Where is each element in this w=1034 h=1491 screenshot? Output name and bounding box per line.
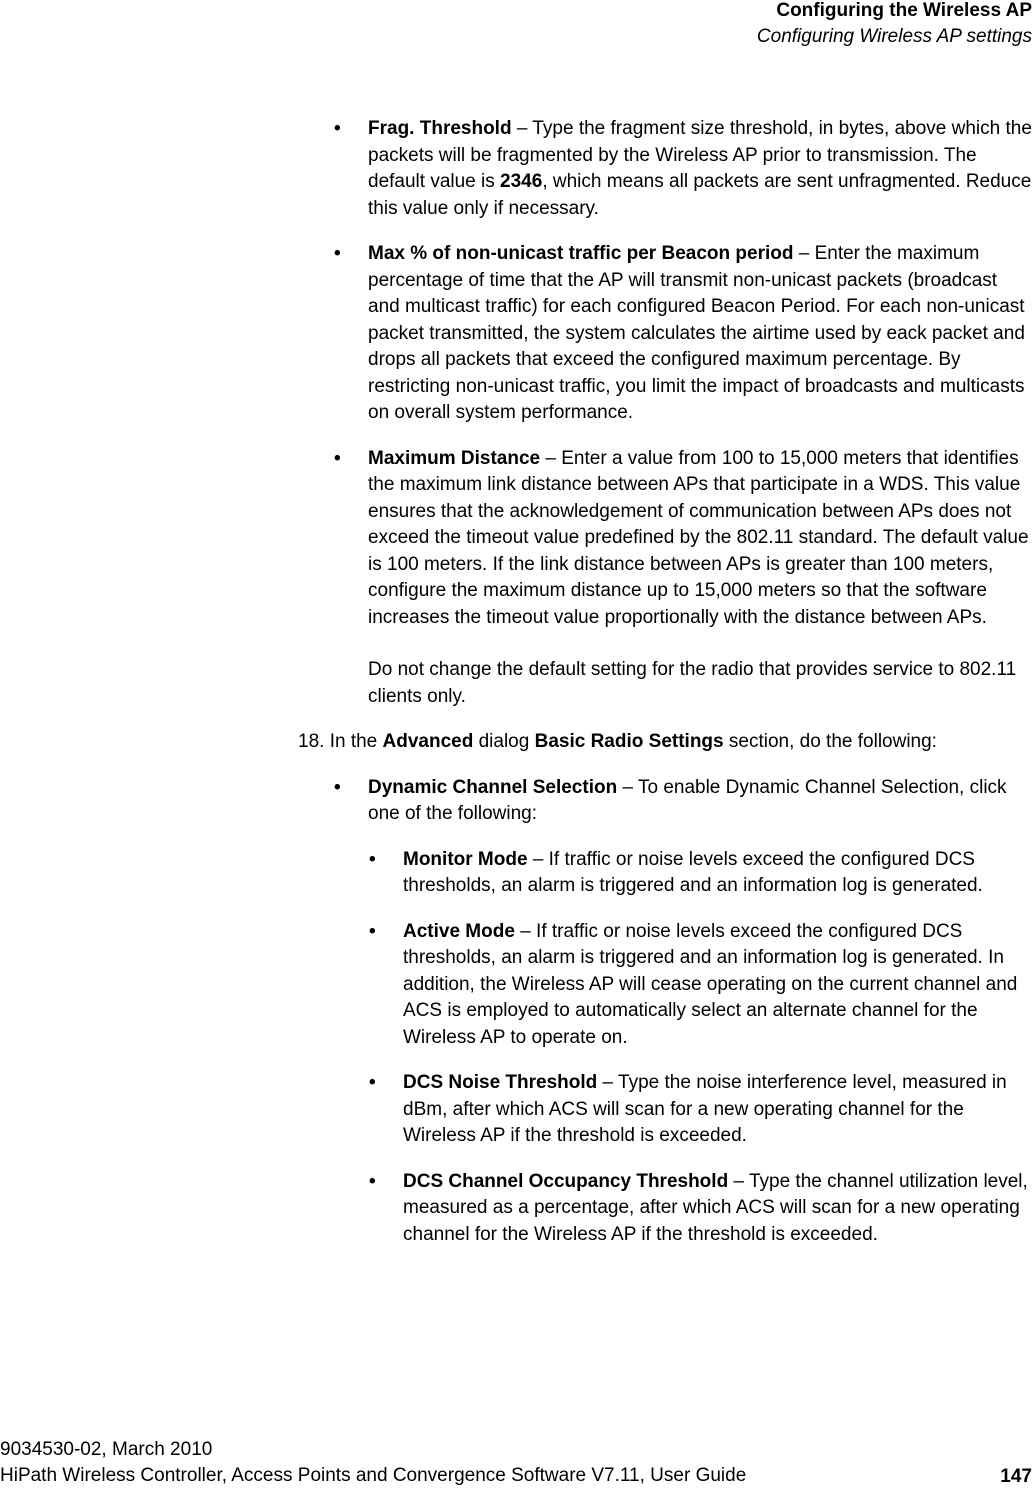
term-dcs-noise-threshold: DCS Noise Threshold [403, 1072, 598, 1093]
bullet-mark: • [369, 848, 376, 870]
bullet-text: Frag. Threshold – Type the fragment size threshold, in bytes, above which the packets will be fragmented by the Wireless AP prior to transmission. The default value is 2346, which means all packets are sent unfragmented. Reduce this value only if necessary. [368, 118, 1032, 219]
bullet-text: Dynamic Channel Selection – To enable Dynamic Channel Selection, click one of the following: [368, 776, 1007, 824]
body-content [298, 116, 1034, 1267]
bullet-max-non-unicast [298, 241, 1034, 427]
term-frag-threshold: Frag. Threshold [368, 118, 512, 139]
guide-title: HiPath Wireless Controller, Access Points and Convergence Software V7.11, User Guide [0, 1465, 747, 1486]
bullet-text: DCS Noise Threshold – Type the noise interference level, measured in dBm, after which ACS will scan for a new operating channel for the Wireless AP if the threshold is exceeded. [403, 1072, 1007, 1146]
bullet-text: Monitor Mode – If traffic or noise levels exceed the configured DCS thresholds, an alarm is triggered and an information log is generated. [403, 848, 983, 896]
bullet-monitor-mode [298, 847, 1034, 900]
bullet-text: Maximum Distance – Enter a value from 100 to 15,000 meters that identifies the maximum link distance between APs that participate in a WDS. This value ensures that the acknowledgement of communication between APs does not exceed the timeout value predefined by the 802.11 standard. The default value is 100 meters. If the link distance between APs is greater than 100 meters, configure the maximum distance up to 15,000 meters so that the software increases the timeout value proportionally with the distance between APs. [368, 447, 1029, 628]
bullet-mark: • [369, 1170, 376, 1192]
bullet-mark: • [334, 776, 341, 798]
bullet-dynamic-channel-selection [298, 775, 1034, 828]
bullet-active-mode [298, 919, 1034, 1052]
bullet-frag-threshold [298, 116, 1034, 222]
chapter-title: Configuring the Wireless AP [776, 0, 1032, 21]
term-dcs: Dynamic Channel Selection [368, 776, 618, 798]
bullet-dcs-noise-threshold [298, 1070, 1034, 1150]
bullet-mark: • [334, 447, 341, 469]
bullet-text: DCS Channel Occupancy Threshold – Type the channel utilization level, measured as a percentage, after which ACS will scan for a new operating channel for the Wireless AP if the threshold is exceeded. [403, 1170, 1028, 1245]
bullet-dcs-channel-occupancy [298, 1169, 1034, 1249]
page-number: 147 [1000, 1466, 1032, 1487]
bullet-text: Max % of non-unicast traffic per Beacon period – Enter the maximum percentage of time that the AP will transmit non-unicast packets (broadcast and multicast traffic) for each configured Beacon Period. For each non-unicast packet transmitted, the system calculates the airtime used by eack packet and drops all packets that exceed the configured maximum percentage. By restricting non-unicast traffic, you limit the impact of broadcasts and multicasts on overall system performance. [368, 243, 1025, 423]
distance-note: Do not change the default setting for the radio that provides service to 802.11 clients only. [368, 659, 1017, 707]
default-value: 2346 [500, 171, 543, 192]
term-monitor-mode: Monitor Mode [403, 848, 528, 870]
page-footer [0, 1437, 1034, 1489]
section-title: Configuring Wireless AP settings [756, 26, 1032, 47]
bullet-mark: • [334, 118, 341, 139]
document-id: 9034530-02, March 2010 [0, 1439, 213, 1460]
step-18: 18. In the Advanced dialog Basic Radio Settings section, do the following: [298, 731, 937, 752]
term-dcs-channel-occupancy: DCS Channel Occupancy Threshold [403, 1170, 729, 1192]
term-max-non-unicast: Max % of non-unicast traffic per Beacon period [368, 243, 794, 264]
term-maximum-distance: Maximum Distance [368, 447, 541, 469]
section-name: Basic Radio Settings [534, 731, 724, 752]
term-active-mode: Active Mode [403, 920, 515, 942]
running-header [757, 0, 1032, 50]
bullet-maximum-distance [298, 446, 1034, 711]
bullet-mark: • [334, 243, 341, 264]
dialog-name: Advanced [382, 731, 474, 752]
bullet-text: Active Mode – If traffic or noise levels exceed the configured DCS thresholds, an alarm is triggered and an information log is generated. In addition, the Wireless AP will cease operating on the current channel and ACS is employed to automatically select an alternate channel for the Wireless AP to operate on. [403, 920, 1018, 1048]
bullet-mark: • [369, 920, 376, 942]
bullet-mark: • [369, 1072, 376, 1093]
